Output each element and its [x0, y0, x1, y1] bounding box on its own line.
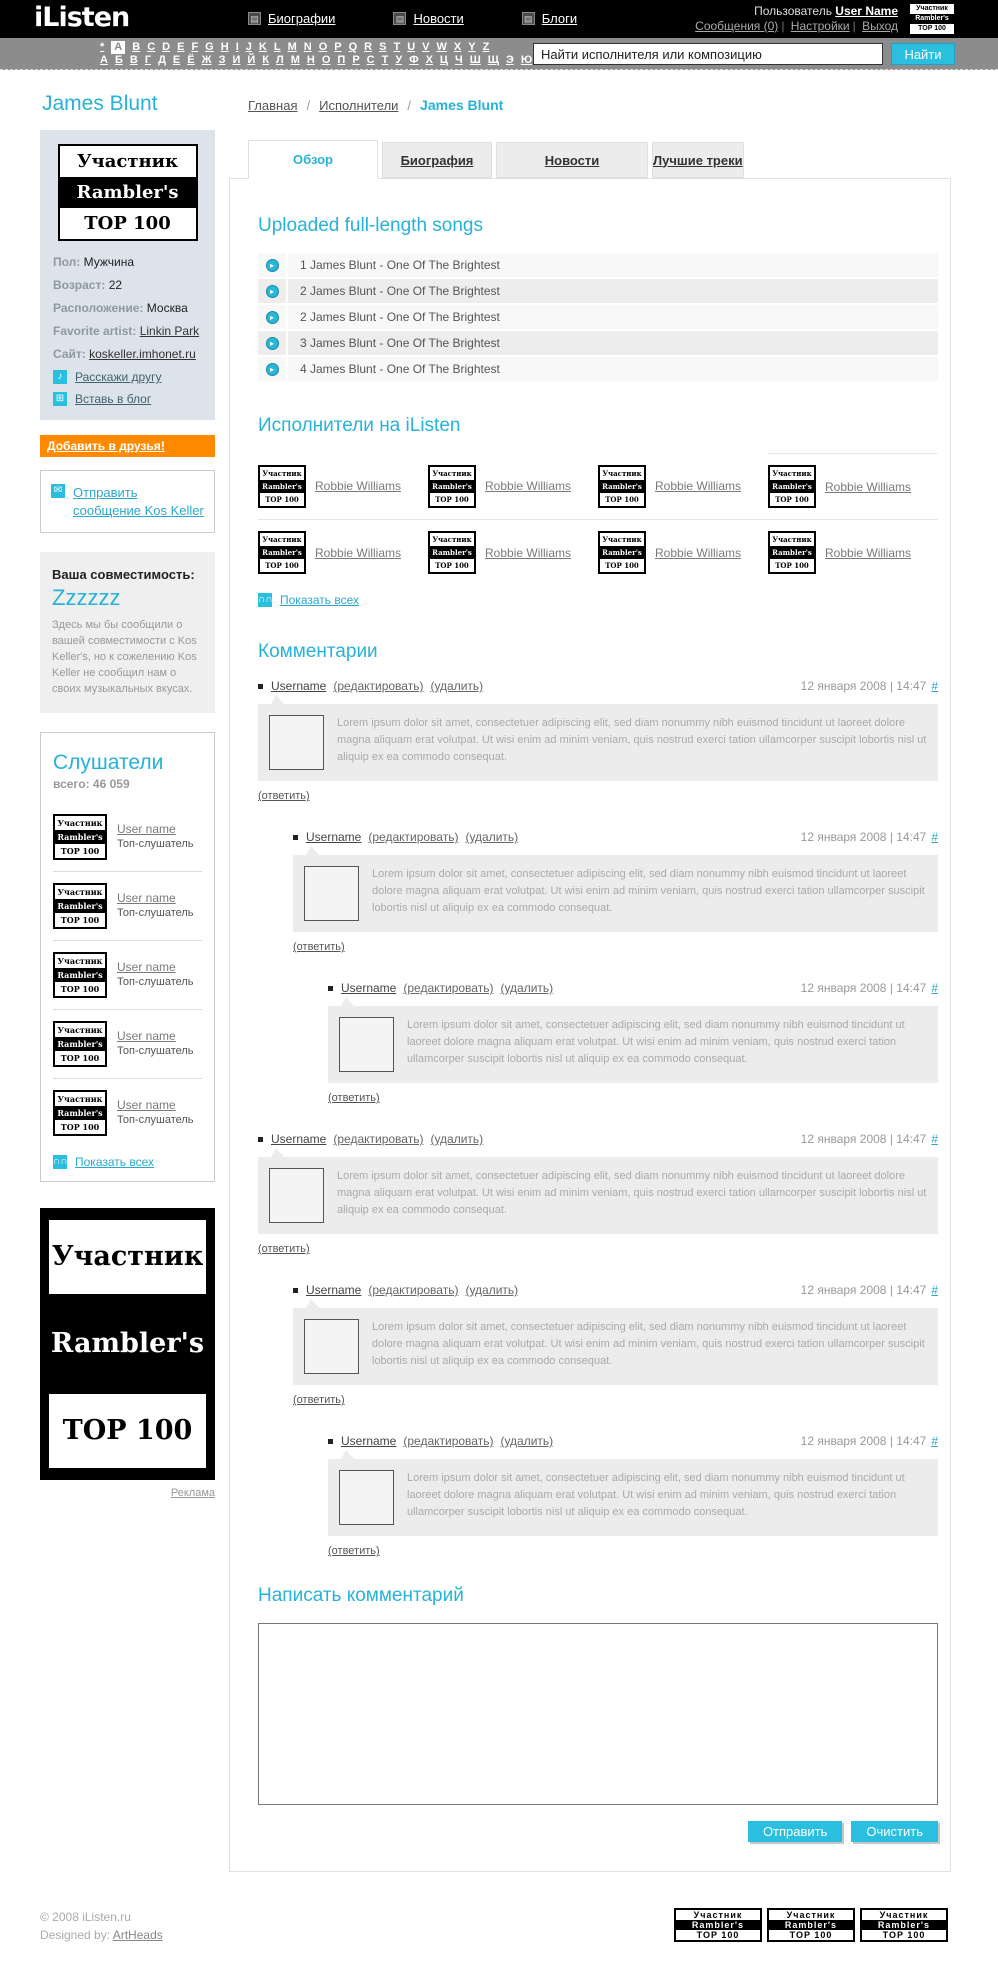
comment-bullet [293, 835, 298, 840]
artists-grid [258, 453, 938, 585]
rambler-top100-badge[interactable]: Участник Rambler's TOP 100 [860, 1908, 948, 1942]
profile-rambler-badge: Участник Rambler's TOP 100 [58, 144, 198, 241]
content-box [229, 178, 951, 1872]
nav-item-link[interactable]: Новости [413, 11, 464, 26]
alphabet-letter[interactable]: B [132, 41, 141, 53]
user-name-link[interactable]: User Name [835, 4, 898, 18]
comment-timestamp: 12 января 2008 | 14:47 [800, 679, 927, 693]
profile-field-value: Москва [146, 301, 188, 315]
comment-anchor-link[interactable]: # [931, 1283, 938, 1297]
tab[interactable] [496, 142, 648, 178]
site-logo[interactable]: iListen [34, 2, 130, 33]
comment-timestamp: 12 января 2008 | 14:47 [800, 1132, 927, 1146]
comment-text: Lorem ipsum dolor sit amet, consectetuer adipiscing elit, sed diam nonummy nibh euismod tincidunt ut laoreet dolore magna aliquam erat volutpat. Ut wisi enim ad minim veniam, quis nostrud exerci tation ullamcorper suscipit lobortis nisl ut aliquip ex ea commodo consequat. [337, 1170, 927, 1217]
clear-button[interactable]: Очистить [851, 1821, 938, 1842]
artist-rambler-badge[interactable]: Участник Rambler's TOP 100 [428, 531, 476, 574]
separator: | [852, 19, 856, 33]
alphabet-bar [0, 38, 998, 70]
users-icon: ∩∩ [53, 1155, 68, 1167]
breadcrumb-link[interactable]: Исполнители [319, 98, 399, 113]
avatar [269, 715, 324, 770]
listeners-box [40, 732, 215, 1182]
alphabet-letter[interactable]: Ж [201, 54, 212, 66]
breadcrumb-link[interactable]: Главная [248, 98, 298, 113]
profile-actions [51, 370, 204, 406]
alphabet-letter[interactable]: A [111, 41, 125, 54]
comment-anchor-link[interactable]: # [931, 830, 938, 844]
breadcrumb-separator: / [306, 98, 311, 113]
listener-name-link[interactable]: User name [117, 821, 176, 836]
alphabet-letter[interactable]: J [245, 41, 252, 53]
profile-field [53, 255, 204, 269]
avatar [304, 1319, 359, 1374]
comment-bubble [258, 704, 938, 781]
comment-bullet [328, 986, 333, 991]
rambler-ad-banner[interactable]: Участник Rambler's TOP 100 [40, 1208, 215, 1480]
comment-reply-link[interactable]: (ответить) [293, 1394, 345, 1406]
alphabet-letter[interactable]: О [321, 54, 331, 66]
copyright: © 2008 iListen.ru [40, 1910, 131, 1924]
listener-role: Топ-слушатель [117, 907, 194, 920]
comment-bullet [258, 684, 263, 689]
alphabet-letter[interactable]: Б [114, 54, 123, 66]
footer-badges [674, 1908, 948, 1942]
alphabet-letter[interactable]: * [100, 41, 105, 53]
profile-field-value: Мужчина [83, 255, 135, 269]
song-list [258, 253, 938, 381]
alphabet-letter[interactable]: K [258, 41, 267, 53]
comment-timestamp: 12 января 2008 | 14:47 [800, 981, 927, 995]
comment-anchor-link[interactable]: # [931, 679, 938, 693]
profile-field-label: Сайт: [53, 347, 86, 361]
comment-bullet [293, 1288, 298, 1293]
comment-author-link[interactable]: Username [341, 1434, 397, 1448]
ad-label-link[interactable]: Реклама [170, 1486, 215, 1499]
song-title: 3 James Blunt - One Of The Brightest [300, 336, 500, 350]
artist-name-link[interactable]: Robbie Williams [485, 479, 572, 493]
listener-item [53, 803, 202, 872]
listener-role: Топ-слушатель [117, 838, 194, 851]
alphabet-letter[interactable]: Й [247, 54, 256, 66]
designed-by-label: Designed by: [40, 1928, 111, 1942]
song-row [258, 279, 938, 303]
listener-rambler-badge[interactable]: Участник Rambler's TOP 100 [53, 952, 107, 998]
alphabet-letter[interactable]: У [395, 54, 403, 66]
alphabet-letter[interactable]: Д [158, 54, 166, 66]
nav-item-icon: ▤ [248, 12, 261, 25]
tab-label[interactable]: Обзор [293, 152, 333, 167]
compatibility-title: Ваша совместимость: [52, 567, 195, 583]
alphabet-letter[interactable]: Y [468, 41, 476, 53]
avatar [339, 1017, 394, 1072]
compatibility-box [40, 552, 215, 713]
play-icon[interactable]: ▸ [266, 363, 279, 376]
comment-bubble [258, 1157, 938, 1234]
comment-author-link[interactable]: Username [271, 679, 327, 693]
profile-fields [51, 255, 204, 315]
user-links [695, 19, 898, 34]
listener-name-link[interactable]: User name [117, 1097, 176, 1112]
rambler-top100-badge[interactable]: Участник Rambler's TOP 100 [909, 3, 955, 35]
alphabet-letter[interactable]: Э [505, 54, 514, 66]
rambler-top100-badge[interactable]: Участник Rambler's TOP 100 [767, 1908, 855, 1942]
comment-delete-link[interactable]: (удалить) [430, 1132, 484, 1146]
comment-anchor-link[interactable]: # [931, 1132, 938, 1146]
nav-item-icon: ▤ [393, 12, 406, 25]
alphabet-letter[interactable]: C [147, 41, 156, 53]
comment-text: Lorem ipsum dolor sit amet, consectetuer adipiscing elit, sed diam nonummy nibh euismod tincidunt ut laoreet dolore magna aliquam erat volutpat. Ut wisi enim ad minim veniam, quis nostrud exerci tation ullamcorper suscipit lobortis nisl ut aliquip ex ea commodo consequat. [337, 717, 927, 764]
listener-item [53, 1079, 202, 1147]
listener-name-link[interactable]: User name [117, 1028, 176, 1043]
compatibility-text: Здесь мы бы сообщили о вашей совместимости с Kos Keller's, но к сожелению Kos Keller не сообщил нам о своих музыкальных вкусах. [52, 619, 197, 695]
artist-item [428, 453, 598, 519]
comment-form-title: Написать комментарий [258, 1585, 464, 1606]
comment-author-link[interactable]: Username [341, 981, 397, 995]
user-menu-link[interactable]: Настройки [790, 19, 850, 33]
search-input[interactable] [533, 43, 883, 65]
comment [293, 830, 938, 953]
artist-name-link[interactable]: Robbie Williams [315, 545, 402, 560]
alphabet-letter[interactable]: Z [482, 41, 490, 53]
listener-rambler-badge[interactable]: Участник Rambler's TOP 100 [53, 883, 107, 929]
alphabet-letter[interactable]: N [303, 41, 312, 53]
listener-name-link[interactable]: User name [117, 890, 176, 905]
listener-item [53, 941, 202, 1010]
song-row [258, 253, 938, 277]
alphabet-letter[interactable]: Х [425, 54, 433, 66]
alphabet-letter[interactable]: Н [306, 54, 315, 66]
alphabet-letter[interactable]: А [100, 54, 108, 66]
alphabet-letter[interactable]: Г [144, 54, 152, 66]
listeners-show-all [53, 1155, 202, 1169]
rambler-top100-badge[interactable]: Участник Rambler's TOP 100 [674, 1908, 762, 1942]
listener-role: Топ-слушатель [117, 976, 194, 989]
profile-action-link[interactable]: Вставь в блог [75, 392, 152, 406]
artists-show-all [258, 593, 938, 607]
comment-bubble [293, 1308, 938, 1385]
tab[interactable] [652, 142, 744, 178]
comment-delete-link[interactable]: (удалить) [500, 981, 554, 995]
comment-bullet [258, 1137, 263, 1142]
comment-bullet [328, 1439, 333, 1444]
listener-rambler-badge[interactable]: Участник Rambler's TOP 100 [53, 1090, 107, 1136]
user-menu-link[interactable]: Выход [862, 19, 898, 33]
breadcrumb-separator: / [407, 98, 412, 113]
profile-field [53, 278, 204, 292]
main-content [229, 70, 951, 1872]
artist-item [258, 519, 428, 585]
add-friend-link[interactable]: Добавить в друзья! [47, 439, 165, 453]
comments-section-title: Комментарии [258, 641, 378, 662]
nav-item[interactable] [248, 11, 335, 26]
comment-author-link[interactable]: Username [306, 830, 362, 844]
alphabet-letter[interactable]: С [366, 54, 375, 66]
avatar [339, 1470, 394, 1525]
comment [328, 1434, 938, 1557]
comment-delete-link[interactable]: (удалить) [465, 1283, 519, 1297]
alphabet-letter[interactable]: T [393, 41, 401, 53]
alphabet-letter[interactable]: Ш [469, 54, 481, 66]
alphabet-letter[interactable]: M [287, 41, 297, 53]
breadcrumb-current: James Blunt [420, 97, 504, 113]
nav-item-icon: ▤ [522, 12, 535, 25]
search-button[interactable]: Найти [891, 43, 955, 65]
profile-action [53, 370, 204, 384]
song-row [258, 305, 938, 329]
listeners-title: Слушатели [53, 750, 164, 774]
designer-link[interactable]: ArtHeads [112, 1928, 163, 1942]
comment-bubble [293, 855, 938, 932]
song-title: 4 James Blunt - One Of The Brightest [300, 362, 500, 376]
artists-section-title: Исполнители на iListen [258, 415, 461, 436]
alphabet-letter[interactable]: E [177, 41, 185, 53]
nav-item-link[interactable]: Биографии [268, 11, 336, 26]
alphabet-letter[interactable]: X [453, 41, 462, 53]
comment-edit-link[interactable]: (редактировать) [368, 1283, 459, 1297]
alphabet-letter[interactable]: D [162, 41, 171, 53]
comment-edit-link[interactable]: (редактировать) [403, 981, 494, 995]
profile-action [53, 392, 204, 406]
footer [0, 1872, 998, 1968]
comment-text: Lorem ipsum dolor sit amet, consectetuer adipiscing elit, sed diam nonummy nibh euismod tincidunt ut laoreet dolore magna aliquam erat volutpat. Ut wisi enim ad minim veniam, quis nostrud exerci tation ullamcorper suscipit lobortis nisl ut aliquip ex ea commodo consequat. [407, 1019, 905, 1066]
add-friend-bar [40, 435, 215, 457]
artist-item [258, 453, 428, 519]
comment [293, 1283, 938, 1406]
comment-delete-link[interactable]: (удалить) [430, 679, 484, 693]
alphabet-letter[interactable]: R [364, 41, 373, 53]
alphabet-letter[interactable]: Р [352, 54, 360, 66]
listener-item [53, 1010, 202, 1079]
profile-field [53, 301, 204, 315]
send-message-box [40, 470, 215, 533]
comment-reply-link[interactable]: (ответить) [258, 1243, 310, 1255]
artist-rambler-badge[interactable]: Участник Rambler's TOP 100 [258, 531, 306, 574]
artist-name-link[interactable]: Robbie Williams [655, 479, 742, 493]
top-header [0, 0, 998, 38]
artist-item [428, 519, 598, 585]
listeners-total: всего: 46 059 [53, 776, 130, 791]
artist-rambler-badge[interactable]: Участник Rambler's TOP 100 [768, 465, 816, 508]
profile-field-link[interactable]: Linkin Park [139, 324, 200, 338]
comment-edit-link[interactable]: (редактировать) [368, 830, 459, 844]
alphabet-letter[interactable]: Ч [454, 54, 463, 66]
artist-item [598, 453, 768, 519]
artist-name-link[interactable]: Robbie Williams [655, 545, 742, 560]
comment-anchor-link[interactable]: # [931, 1434, 938, 1448]
comment-anchor-link[interactable]: # [931, 981, 938, 995]
tabs [229, 140, 951, 178]
user-block [695, 4, 898, 34]
comment-text: Lorem ipsum dolor sit amet, consectetuer adipiscing elit, sed diam nonummy nibh euismod tincidunt ut laoreet dolore magna aliquam erat volutpat. Ut wisi enim ad minim veniam, quis nostrud exerci tation ullamcorper suscipit lobortis nisl ut aliquip ex ea commodo consequat. [372, 1321, 925, 1368]
artist-name-link[interactable]: Robbie Williams [485, 545, 572, 560]
profile-field-label: Расположение: [53, 301, 144, 315]
artist-rambler-badge[interactable]: Участник Rambler's TOP 100 [598, 531, 646, 574]
listener-rambler-badge[interactable]: Участник Rambler's TOP 100 [53, 1021, 107, 1067]
song-row [258, 357, 938, 381]
listener-role: Топ-слушатель [117, 1045, 194, 1058]
comment-reply-link[interactable]: (ответить) [258, 790, 310, 802]
alphabet-letter[interactable]: Ю [520, 54, 533, 66]
alphabet-letter[interactable]: В [129, 54, 138, 66]
action-icon: ♪ [53, 370, 67, 384]
alphabet-letter[interactable]: O [318, 41, 328, 53]
comment-reply-link[interactable]: (ответить) [293, 941, 345, 953]
search-form [533, 43, 955, 65]
artist-rambler-badge[interactable]: Участник Rambler's TOP 100 [428, 465, 476, 508]
artist-name-link[interactable]: Robbie Williams [825, 479, 912, 494]
alphabet-letter[interactable]: L [273, 41, 281, 53]
main-nav [248, 11, 577, 26]
alphabet-letter[interactable]: H [220, 41, 229, 53]
separator: | [781, 19, 785, 33]
song-title: 1 James Blunt - One Of The Brightest [300, 258, 500, 272]
tab[interactable] [248, 140, 378, 179]
nav-item[interactable] [393, 11, 463, 26]
artists-show-all-link[interactable]: Показать всех [280, 593, 359, 607]
action-icon: ⊞ [53, 392, 67, 406]
profile-field-label: Возраст: [53, 278, 106, 292]
comment-edit-link[interactable]: (редактировать) [333, 679, 424, 693]
artist-name-link[interactable]: Robbie Williams [315, 479, 402, 493]
nav-item-link[interactable]: Блоги [541, 11, 578, 26]
comment-form [258, 1585, 938, 1842]
profile-field-label: Пол: [53, 255, 81, 269]
comment-reply-link[interactable]: (ответить) [328, 1092, 380, 1104]
alphabet-letter[interactable]: З [218, 54, 226, 66]
envelope-icon: ✉ [51, 484, 65, 498]
profile-field-label: Favorite artist: [53, 324, 137, 338]
listeners-show-all-link[interactable]: Показать всех [75, 1154, 154, 1169]
listener-role: Топ-слушатель [117, 1114, 194, 1127]
user-greeting [695, 4, 898, 19]
artist-item [768, 453, 938, 519]
comment-author-link[interactable]: Username [271, 1132, 327, 1146]
artist-item [598, 519, 768, 585]
tab-label[interactable]: Новости [544, 152, 600, 168]
nav-item[interactable] [522, 11, 577, 26]
comment-timestamp: 12 января 2008 | 14:47 [800, 830, 927, 844]
play-icon[interactable]: ▸ [266, 285, 279, 298]
comment-delete-link[interactable]: (удалить) [500, 1434, 554, 1448]
tab[interactable] [382, 142, 492, 178]
alphabet-letter[interactable]: Т [381, 54, 389, 66]
play-icon[interactable]: ▸ [266, 311, 279, 324]
comment-delete-link[interactable]: (удалить) [465, 830, 519, 844]
user-menu-link[interactable]: Сообщения (0) [695, 19, 779, 33]
user-label: Пользователь [754, 4, 832, 18]
comment-edit-link[interactable]: (редактировать) [403, 1434, 494, 1448]
profile-link-fields [51, 324, 204, 361]
alphabet-letter[interactable]: Q [348, 41, 358, 53]
comment-bubble [328, 1006, 938, 1083]
avatar [269, 1168, 324, 1223]
alphabet-letter[interactable]: F [191, 41, 199, 53]
profile-field-link[interactable]: koskeller.imhonet.ru [89, 347, 196, 361]
artist-rambler-badge[interactable]: Участник Rambler's TOP 100 [768, 531, 816, 574]
listeners-list [53, 803, 202, 1147]
comment-reply-link[interactable]: (ответить) [328, 1545, 380, 1557]
song-title: 2 James Blunt - One Of The Brightest [300, 310, 500, 324]
profile-field [53, 347, 204, 361]
profile-field-value: 22 [108, 278, 123, 292]
comments-list [258, 679, 938, 1557]
comment [258, 679, 938, 802]
alphabet-letter[interactable]: К [262, 54, 269, 66]
alphabet-letter[interactable]: И [232, 54, 241, 66]
alphabet-letter[interactable]: Е [172, 54, 181, 66]
alphabet-letter[interactable]: S [379, 41, 387, 53]
profile-field [53, 324, 204, 338]
comment-author-link[interactable]: Username [306, 1283, 362, 1297]
artist-rambler-badge[interactable]: Участник Rambler's TOP 100 [258, 465, 306, 508]
alphabet-letter[interactable]: Ц [439, 54, 448, 66]
alphabet-letter[interactable]: U [407, 41, 416, 53]
submit-button[interactable]: Отправить [748, 1821, 842, 1842]
alphabet-letter[interactable]: P [334, 41, 342, 53]
compatibility-value: Zzzzzz [52, 585, 121, 611]
alphabet-letter[interactable]: V [422, 41, 430, 53]
comment-timestamp: 12 января 2008 | 14:47 [800, 1434, 927, 1448]
alphabet-letter[interactable]: Л [276, 54, 284, 66]
song-title: 2 James Blunt - One Of The Brightest [300, 284, 500, 298]
artist-name-link[interactable]: Robbie Williams [825, 545, 912, 560]
comment-timestamp: 12 января 2008 | 14:47 [800, 1283, 927, 1297]
breadcrumb [229, 97, 951, 113]
listener-rambler-badge[interactable]: Участник Rambler's TOP 100 [53, 814, 107, 860]
avatar [304, 866, 359, 921]
sidebar [40, 70, 215, 1501]
alphabet-letter[interactable]: Щ [487, 54, 499, 66]
listener-item [53, 872, 202, 941]
alphabet-letter[interactable]: Ё [187, 54, 195, 66]
users-icon: ∩∩ [258, 594, 273, 605]
page-layout [0, 70, 998, 1872]
tab-label[interactable]: Лучшие треки [653, 152, 743, 168]
comment-bubble [328, 1459, 938, 1536]
comment [328, 981, 938, 1104]
song-row [258, 331, 938, 355]
comment-edit-link[interactable]: (редактировать) [333, 1132, 424, 1146]
alphabet-letter[interactable]: М [290, 54, 300, 66]
profile-box [40, 130, 215, 420]
songs-section-title: Uploaded full-length songs [258, 215, 483, 236]
profile-action-link[interactable]: Расскажи другу [75, 370, 162, 384]
play-icon[interactable]: ▸ [266, 337, 279, 350]
alphabet-letter[interactable]: Ф [409, 54, 419, 66]
alphabet-letter[interactable]: W [436, 41, 447, 53]
artist-rambler-badge[interactable]: Участник Rambler's TOP 100 [598, 465, 646, 508]
comment-text: Lorem ipsum dolor sit amet, consectetuer adipiscing elit, sed diam nonummy nibh euismod tincidunt ut laoreet dolore magna aliquam erat volutpat. Ut wisi enim ad minim veniam, quis nostrud exerci tation ullamcorper suscipit lobortis nisl ut aliquip ex ea commodo consequat. [372, 868, 925, 915]
play-icon[interactable]: ▸ [266, 259, 279, 272]
send-message-link[interactable]: Отправить сообщение Kos Keller [73, 485, 204, 518]
comment-text: Lorem ipsum dolor sit amet, consectetuer adipiscing elit, sed diam nonummy nibh euismod tincidunt ut laoreet dolore magna aliquam erat volutpat. Ut wisi enim ad minim veniam, quis nostrud exerci tation ullamcorper suscipit lobortis nisl ut aliquip ex ea commodo consequat. [407, 1472, 905, 1519]
artist-item [768, 519, 938, 585]
listener-name-link[interactable]: User name [117, 959, 176, 974]
comment [258, 1132, 938, 1255]
artist-page-title: James Blunt [42, 92, 158, 115]
alphabet-letter[interactable]: I [235, 41, 239, 53]
alphabet-letter[interactable]: П [337, 54, 346, 66]
tab-label[interactable]: Биография [400, 152, 474, 168]
alphabet-letter[interactable]: G [205, 41, 214, 53]
comment-textarea[interactable] [258, 1623, 938, 1805]
